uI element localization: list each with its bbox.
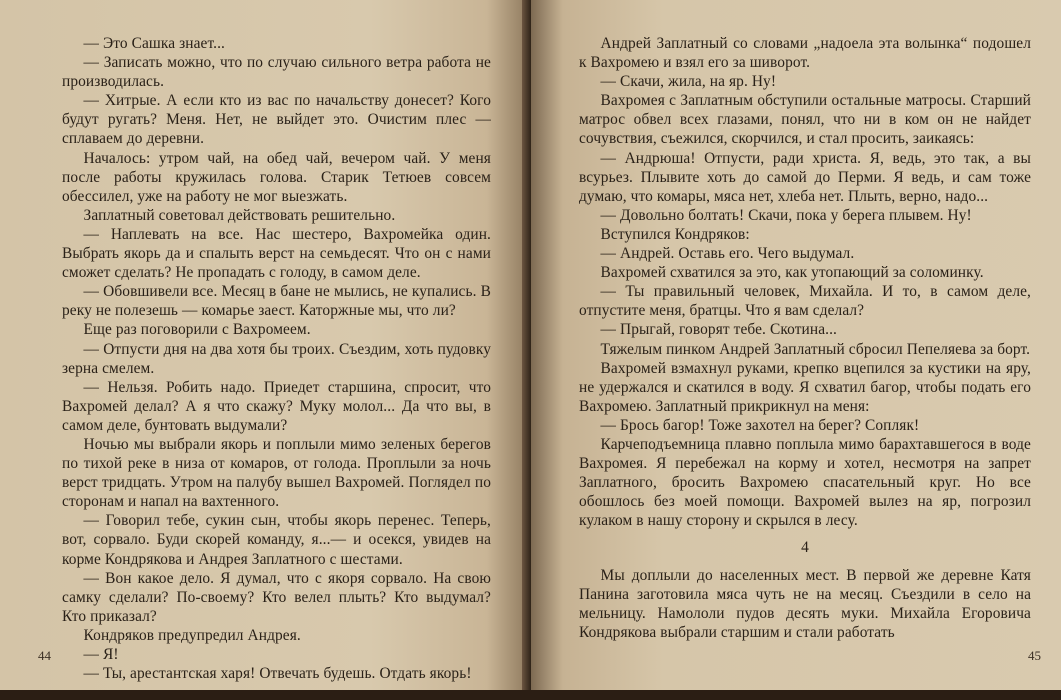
paragraph: — Довольно болтать! Скачи, пока у берега плывем. Ну! [600,206,972,224]
paragraph: Мы доплыли до населенных мест. В первой же деревне Катя Панина заготовила мяса чуть не на месяц. Съездили в село на мельницу. Намололи пудов десять муки. Михайла Егоровича Кондрякова выбрали старшим и стали работать [579,566,1031,641]
paragraph: Вахромей взмахнул руками, крепко вцепился за кустики на яру, не удержался и скатился в воду. Я схватил багор, чтобы подать его Вахромею. Заплатный прикрикнул на меня: [579,359,1031,415]
paragraph: Вступился Кондряков: [600,225,750,243]
paragraph: — Я! [83,646,119,663]
paragraph: Вахромея с Заплатным обступили остальные матросы. Старший матрос обвел всех глазами, понял, что ни в ком он не найдет сочувствия, съежился, скорчился, и стал просить, заикаясь: [579,92,1031,148]
paragraph: Заплатный советовал действовать решительно. [83,206,396,224]
paragraph: — Это Сашка знает... [83,35,225,52]
paragraph: — Андрей. Оставь его. Чего выдумал. [600,245,855,263]
paragraph: — Записать можно, что по случаю сильного ветра работа не производилась. [62,54,491,91]
paragraph: Вахромей схватился за это, как утопающий за соломинку. [600,264,984,282]
paragraph: — Андрюша! Отпусти, ради христа. Я, ведь, это так, а вы всурьез. Плывите хоть до самой до Перми. Я ведь, и сам тоже думаю, что комары, мяса нет, хлеба нет. Плыть, верно, надо... [579,149,1031,205]
paragraph: — Вон какое дело. Я думал, что с якоря сорвало. На свою самку сделали? По-своему? Кто велел плыть? Кто выдумал? Кто приказал? [62,569,491,625]
paragraph: Еще раз поговорили с Вахромеем. [83,321,311,339]
paragraph: Андрей Заплатный со словами „надоела эта волынка“ подошел к Вахромею и взял его за шиворот. [579,35,1031,72]
paragraph: Карчеподъемница плавно поплыла мимо барахтавшегося в воде Вахромея. Я перебежал на корму и хотел, несмотря на запрет Заплатного, бросить Вахромею спасательный круг. Но все обошлось без моей помощи. Вахромей вылез на яр, погрозил кулаком в нашу сторону и скрылся в лесу. [579,435,1031,530]
paragraph: — Нельзя. Робить надо. Приедет старшина, спросит, что Вахромей делал? А я что скажу? Муку молол... Да что вы, в самом деле, бунтовать выдумали? [62,378,491,434]
section-number: 4 [801,539,809,557]
paragraph: — Обовшивели все. Месяц в бане не мылись, не купались. В реку не полезешь — комарье заест. Каторжные мы, что ли? [62,283,491,320]
left-page-text [62,34,491,683]
right-page [531,0,1061,700]
paragraph: Началось: утром чай, на обед чай, вечером чай. У меня после работы кружилась голова. Старик Тетюев совсем обессилел, уже на работу не мог выезжать. [62,149,491,205]
paragraph: Ночью мы выбрали якорь и поплыли мимо зеленых берегов по тихой реке в низа от комаров, от голода. Проплыли за ночь верст тридцать. Утром на палубу вышел Вахромей. Поглядел по сторонам и напал на вахтенного. [62,435,491,511]
paragraph: Кондряков предупредил Андрея. [83,626,301,644]
paragraph: — Брось багор! Тоже захотел на берег? Сопляк! [600,416,920,434]
paragraph: — Хитрые. А если кто из вас по начальству донесет? Кого будут ругать? Меня. Нет, не выйдет это. Очистим плес — сплаваем до деревни. [62,92,491,148]
paragraph: — Ты правильный человек, Михайла. И то, в самом деле, отпустите меня, братцы. Что я вам сделал? [579,283,1031,320]
paragraph: Тяжелым пинком Андрей Заплатный сбросил Пепеляева за борт. [600,340,1031,358]
paragraph: — Прыгай, говорят тебе. Скотина... [600,321,837,339]
paragraph: — Говорил тебе, сукин сын, чтобы якорь перенес. Теперь, вот, сорвало. Буди скорей команду, я...— и осекся, увидев на корме Кондрякова и Андрея Заплатного с шестами. [62,512,491,568]
left-page [0,0,530,700]
right-page-text [579,34,1031,642]
paragraph: — Отпусти дня на два хотя бы троих. Съездим, хоть пудовку зерна смелем. [62,340,491,377]
scan-bottom-edge [0,690,1061,700]
page-number-left: 44 [38,648,51,663]
paragraph: — Скачи, жила, на яр. Ну! [600,73,777,91]
paragraph: — Ты, арестантская харя! Отвечать будешь. Отдать якорь! [83,665,472,683]
paragraph: — Наплевать на все. Нас шестеро, Вахромейка один. Выбрать якорь да и спалыть верст на семьдесят. Что он с нами сможет сделать? Не пропадать с голоду, в самом деле. [62,225,491,282]
page-number-right: 45 [1028,648,1041,663]
